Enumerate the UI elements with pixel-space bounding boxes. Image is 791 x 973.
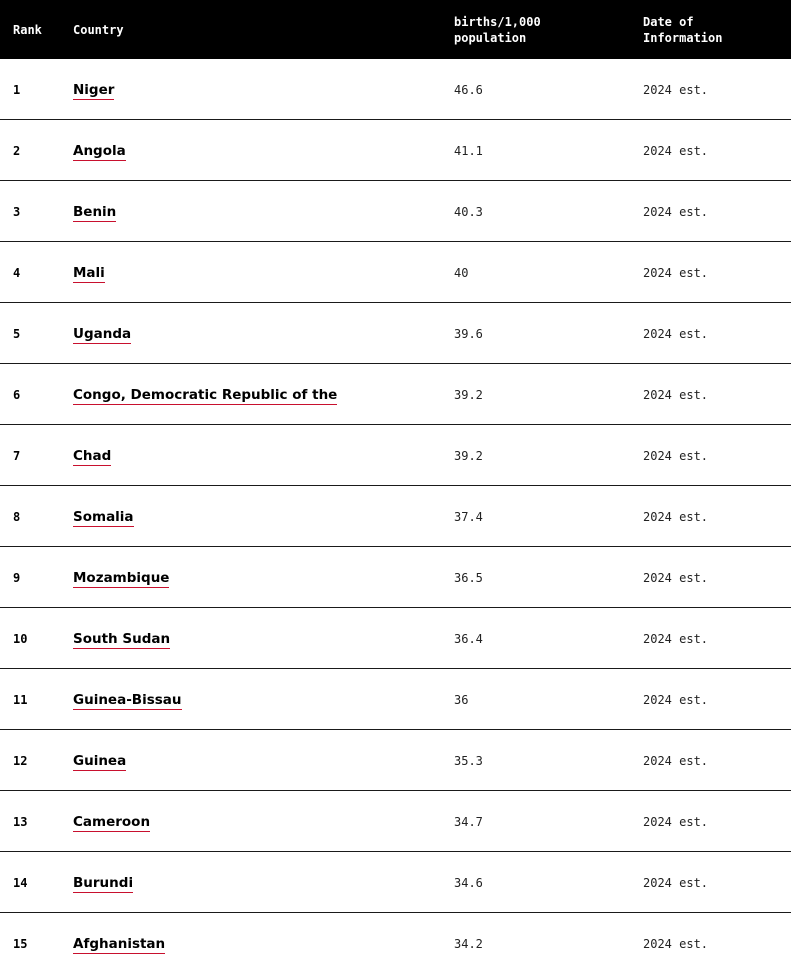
table-row bbox=[0, 425, 791, 486]
date-cell: 2024 est. bbox=[643, 266, 709, 280]
date-cell: 2024 est. bbox=[643, 510, 709, 524]
country-link[interactable]: Afghanistan bbox=[73, 936, 166, 952]
rank-cell: 13 bbox=[13, 815, 28, 829]
birth-rate-cell: 37.4 bbox=[454, 510, 483, 524]
country-link[interactable]: Niger bbox=[73, 82, 115, 98]
rank-cell: 15 bbox=[13, 937, 28, 951]
birth-rate-cell: 46.6 bbox=[454, 83, 483, 97]
birth-rate-cell: 34.6 bbox=[454, 876, 483, 890]
date-cell: 2024 est. bbox=[643, 571, 709, 585]
birth-rate-cell: 36 bbox=[454, 693, 469, 707]
date-cell: 2024 est. bbox=[643, 632, 709, 646]
country-link[interactable]: Somalia bbox=[73, 509, 134, 525]
table-row bbox=[0, 547, 791, 608]
rank-cell: 1 bbox=[13, 83, 21, 97]
birth-rate-cell: 34.7 bbox=[454, 815, 483, 829]
rank-cell: 12 bbox=[13, 754, 28, 768]
rank-cell: 5 bbox=[13, 327, 21, 341]
table-row bbox=[0, 59, 791, 120]
rank-cell: 6 bbox=[13, 388, 21, 402]
date-cell: 2024 est. bbox=[643, 144, 709, 158]
country-link[interactable]: Angola bbox=[73, 143, 126, 159]
country-link[interactable]: Guinea-Bissau bbox=[73, 692, 182, 708]
table-row bbox=[0, 791, 791, 852]
rank-cell: 4 bbox=[13, 266, 21, 280]
rank-cell: 9 bbox=[13, 571, 21, 585]
country-link[interactable]: Cameroon bbox=[73, 814, 151, 830]
rank-cell: 10 bbox=[13, 632, 28, 646]
table-row bbox=[0, 242, 791, 303]
rank-cell: 11 bbox=[13, 693, 28, 707]
birth-rate-cell: 36.4 bbox=[454, 632, 483, 646]
table-row bbox=[0, 120, 791, 181]
header-birth-rate[interactable]: births/1,000 population bbox=[454, 15, 541, 45]
birth-rate-cell: 39.6 bbox=[454, 327, 483, 341]
country-link[interactable]: Burundi bbox=[73, 875, 134, 891]
date-cell: 2024 est. bbox=[643, 327, 709, 341]
date-cell: 2024 est. bbox=[643, 693, 709, 707]
rank-cell: 7 bbox=[13, 449, 21, 463]
birth-rate-cell: 34.2 bbox=[454, 937, 483, 951]
date-cell: 2024 est. bbox=[643, 205, 709, 219]
rank-cell: 3 bbox=[13, 205, 21, 219]
date-cell: 2024 est. bbox=[643, 388, 709, 402]
table-row bbox=[0, 303, 791, 364]
table-row bbox=[0, 486, 791, 547]
country-link[interactable]: Uganda bbox=[73, 326, 132, 342]
country-link[interactable]: South Sudan bbox=[73, 631, 171, 647]
date-cell: 2024 est. bbox=[643, 83, 709, 97]
header-rank[interactable]: Rank bbox=[13, 23, 42, 37]
country-link[interactable]: Chad bbox=[73, 448, 112, 464]
birth-rate-cell: 41.1 bbox=[454, 144, 483, 158]
table-row bbox=[0, 913, 791, 973]
table-row bbox=[0, 364, 791, 425]
date-cell: 2024 est. bbox=[643, 449, 709, 463]
rank-cell: 14 bbox=[13, 876, 28, 890]
date-cell: 2024 est. bbox=[643, 876, 709, 890]
country-link[interactable]: Congo, Democratic Republic of the bbox=[73, 387, 338, 403]
rank-cell: 8 bbox=[13, 510, 21, 524]
birth-rate-cell: 36.5 bbox=[454, 571, 483, 585]
country-link[interactable]: Benin bbox=[73, 204, 117, 220]
birth-rate-cell: 35.3 bbox=[454, 754, 483, 768]
country-link[interactable]: Mozambique bbox=[73, 570, 170, 586]
birth-rate-cell: 40 bbox=[454, 266, 469, 280]
date-cell: 2024 est. bbox=[643, 815, 709, 829]
country-link[interactable]: Mali bbox=[73, 265, 105, 281]
birth-rate-cell: 39.2 bbox=[454, 449, 483, 463]
date-cell: 2024 est. bbox=[643, 754, 709, 768]
table-header bbox=[0, 0, 791, 59]
table-row bbox=[0, 608, 791, 669]
table-row bbox=[0, 669, 791, 730]
table-row bbox=[0, 852, 791, 913]
birth-rate-cell: 39.2 bbox=[454, 388, 483, 402]
table-body bbox=[0, 59, 791, 973]
table-row bbox=[0, 730, 791, 791]
country-link[interactable]: Guinea bbox=[73, 753, 127, 769]
header-date-of-information[interactable]: Date of Information bbox=[643, 15, 723, 45]
birth-rate-cell: 40.3 bbox=[454, 205, 483, 219]
rank-cell: 2 bbox=[13, 144, 21, 158]
table-row bbox=[0, 181, 791, 242]
header-country[interactable]: Country bbox=[73, 23, 124, 37]
date-cell: 2024 est. bbox=[643, 937, 709, 951]
